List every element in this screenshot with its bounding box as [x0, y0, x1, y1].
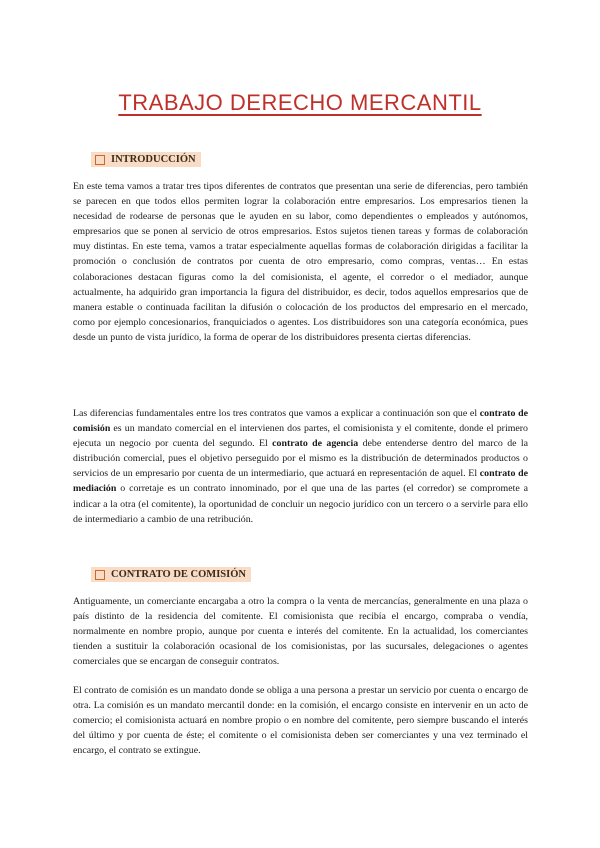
text-run: Las diferencias fundamentales entre los tres contratos que vamos a explicar a continuación son que el — [73, 408, 480, 419]
section-heading-introduccion — [91, 152, 201, 167]
comision-paragraph-1: Antiguamente, un comerciante encargaba a otro la compra o la venta de mercancías, generalmente en una plaza o país distinto de la residencia del comitente. El comisionista que recibía el encargo, compraba o vendía, normalmente en nombre propio, aunque por cuenta e interés del comitente. En la actualidad, los comerciantes tienden a sustituir la colaboración ocasional de los comisionistas, por las sucursales, delegaciones o agentes comerciales que se encargan de conseguir contratos. — [73, 596, 528, 668]
section-heading-contrato-comision — [91, 567, 251, 582]
intro-paragraph-1: En este tema vamos a tratar tres tipos diferentes de contratos que presentan una serie de diferencias, pero también se parecen en que todos ellos permiten lograr la colaboración entre empresarios. Los empresarios tienen la necesidad de rodearse de personas que le ayuden en su labor, como dependientes o empleados y autónomos, empresarios que se ponen al servicio de otros empresarios. Estos sujetos tienen tareas y formas de colaboración muy distintas. En este tema, vamos a tratar especialmente aquellas formas de colaboración dirigidas a facilitar la promoción o conclusión de contratos por cuenta de otro empresario, como compras, ventas… En estas colaboraciones destacan figuras como la del comisionista, el agente, el corredor o el mediador, aunque actualmente, ha adquirido gran importancia la figura del distribuidor, es decir, todos aquellos empresarios que de manera estable o continuada facilitan la difusión o colocación de los productos del empresario en el mercado, como por ejemplo concesionarios, franquiciados o agentes. Los distribuidores son una categoría económica, pues desde un punto de vista jurídico, la forma de operar de los distribuidores presenta ciertas diferencias. — [73, 181, 528, 343]
bold-term-contrato-agencia: contrato de agencia — [272, 438, 359, 450]
section-heading-label: CONTRATO DE COMISIÓN — [111, 569, 246, 580]
bold-term-contrato-comision: contrato de comisión — [73, 408, 528, 435]
text-run: debe entenderse dentro del marco de la distribución comercial, pues el objetivo perseguido por el mismo es la distribución de determinados productos o servicios de un empresario por cuenta de un intermediario, que actuará en representación de aquel. El — [73, 438, 528, 480]
square-bullet-icon — [95, 570, 105, 580]
comision-paragraph-2: El contrato de comisión es un mandato donde se obliga a una persona a prestar un servicio por cuenta o encargo de otra. La comisión es un mandato mercantil donde: en la comisión, el encargo consiste en intervenir en un acto de comercio; el comisionista actuará en nombre propio o en nombre del comitente, pero siempre buscando el interés del último y por cuenta de éste; el comitente o el comisionista deben ser comerciantes y una vez terminado el encargo, el contrato se extingue. — [73, 685, 528, 757]
bold-term-contrato-mediacion: contrato de mediación — [73, 468, 528, 495]
section-heading-label: INTRODUCCIÓN — [111, 154, 196, 165]
intro-paragraph-2 — [73, 406, 528, 527]
text-run: o corretaje es un contrato innominado, por el que una de las partes (el corredor) se compromete a indicar a la otra (el comitente), la oportunidad de concluir un negocio jurídico con un tercero o a servirle para ello de intermediario a cambio de una retribución. — [73, 483, 528, 525]
square-bullet-icon — [95, 155, 105, 165]
text-run: es un mandato comercial en el intervienen dos partes, el comisionista y el comitente, donde el primero ejecuta un negocio por cuenta del segundo. El — [73, 423, 528, 450]
document-title: TRABAJO DERECHO MERCANTIL — [118, 90, 482, 115]
